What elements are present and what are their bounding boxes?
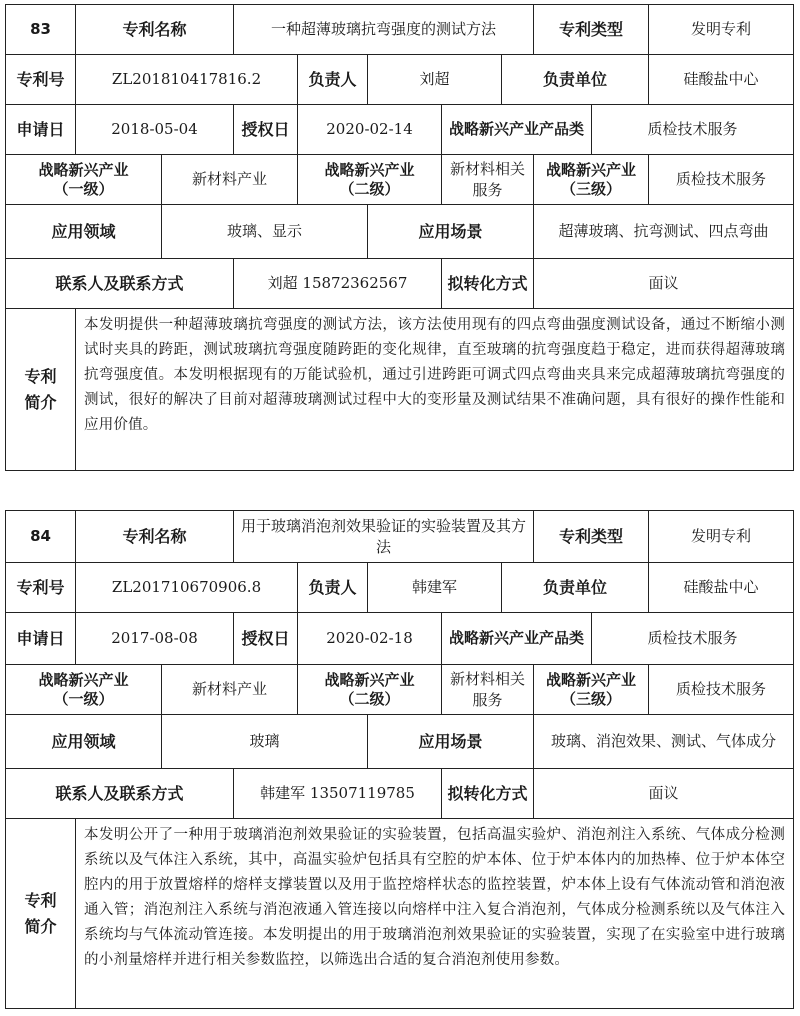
patent-name: 一种超薄玻璃抗弯强度的测试方法 <box>234 5 534 55</box>
label-patent-type: 专利类型 <box>534 511 649 563</box>
label-industry-l2: 战略新兴产业 （二级） <box>298 155 442 205</box>
apply-date: 2018-05-04 <box>76 105 234 155</box>
label-intro: 专利 简介 <box>6 819 76 1009</box>
industry-class: 质检技术服务 <box>592 613 794 665</box>
patent-type: 发明专利 <box>649 511 794 563</box>
label-transfer: 拟转化方式 <box>442 769 534 819</box>
label-owner: 负责人 <box>298 55 368 105</box>
label-intro: 专利 简介 <box>6 309 76 471</box>
unit: 硅酸盐中心 <box>649 563 794 613</box>
scene: 超薄玻璃、抗弯测试、四点弯曲 <box>534 205 794 259</box>
industry-l3: 质检技术服务 <box>649 155 794 205</box>
label-unit: 负责单位 <box>502 563 649 613</box>
owner: 韩建军 <box>368 563 502 613</box>
label-field: 应用领域 <box>6 205 162 259</box>
patent-name: 用于玻璃消泡剂效果验证的实验装置及其方法 <box>234 511 534 563</box>
patent-type: 发明专利 <box>649 5 794 55</box>
patent-index: 83 <box>6 5 76 55</box>
industry-l1: 新材料产业 <box>162 155 298 205</box>
label-field: 应用领域 <box>6 715 162 769</box>
transfer: 面议 <box>534 769 794 819</box>
label-scene: 应用场景 <box>368 715 534 769</box>
patent-card-83 <box>5 4 793 471</box>
label-industry-l3: 战略新兴产业 （三级） <box>534 155 649 205</box>
grant-date: 2020-02-14 <box>298 105 442 155</box>
contact: 韩建军 13507119785 <box>234 769 442 819</box>
label-industry-l2: 战略新兴产业 （二级） <box>298 665 442 715</box>
label-transfer: 拟转化方式 <box>442 259 534 309</box>
label-patent-number: 专利号 <box>6 55 76 105</box>
patent-card-84 <box>5 510 793 1009</box>
label-apply-date: 申请日 <box>6 105 76 155</box>
label-industry-class: 战略新兴产业产品类 <box>442 613 592 665</box>
label-contact: 联系人及联系方式 <box>6 769 234 819</box>
industry-class: 质检技术服务 <box>592 105 794 155</box>
label-patent-name: 专利名称 <box>76 511 234 563</box>
intro-text: 本发明公开了一种用于玻璃消泡剂效果验证的实验装置，包括高温实验炉、消泡剂注入系统、气体成分检测系统以及气体注入系统，其中，高温实验炉包括具有空腔的炉本体、位于炉本体内的加热棒、位于炉本体空腔内的用于放置熔样的熔样支撑装置以及用于监控熔样状态的监控装置，炉本体上设有气体流动管和消泡液通入管；消泡剂注入系统与消泡液通入管连接以向熔样中注入复合消泡剂，气体成分检测系统以及气体注入系统均与气体流动管连接。本发明提出的用于玻璃消泡剂效果验证的实验装置，实现了在实验室中进行玻璃的小剂量熔样并进行相关参数监控，以筛选出合适的复合消泡剂使用参数。 <box>76 819 794 1009</box>
scene: 玻璃、消泡效果、测试、气体成分 <box>534 715 794 769</box>
label-unit: 负责单位 <box>502 55 649 105</box>
label-industry-l1: 战略新兴产业 （一级） <box>6 665 162 715</box>
grant-date: 2020-02-18 <box>298 613 442 665</box>
intro-text: 本发明提供一种超薄玻璃抗弯强度的测试方法，该方法使用现有的四点弯曲强度测试设备，通过不断缩小测试时夹具的跨距，测试玻璃抗弯强度随跨距的变化规律，直至玻璃的抗弯强度趋于稳定，进而获得超薄玻璃抗弯强度值。本发明根据现有的万能试验机，通过引进跨距可调式四点弯曲夹具来完成超薄玻璃抗弯强度的测试，很好的解决了目前对超薄玻璃测试过程中大的变形量及测试结果不准确问题，具有很好的操作性能和应用价值。 <box>76 309 794 471</box>
label-patent-type: 专利类型 <box>534 5 649 55</box>
industry-l2: 新材料相关服务 <box>442 155 534 205</box>
label-grant-date: 授权日 <box>234 105 298 155</box>
patent-table <box>5 510 794 1009</box>
label-apply-date: 申请日 <box>6 613 76 665</box>
industry-l2: 新材料相关服务 <box>442 665 534 715</box>
field: 玻璃、显示 <box>162 205 368 259</box>
label-industry-l1: 战略新兴产业 （一级） <box>6 155 162 205</box>
patent-number: ZL201710670906.8 <box>76 563 298 613</box>
label-scene: 应用场景 <box>368 205 534 259</box>
field: 玻璃 <box>162 715 368 769</box>
label-owner: 负责人 <box>298 563 368 613</box>
unit: 硅酸盐中心 <box>649 55 794 105</box>
label-patent-number: 专利号 <box>6 563 76 613</box>
transfer: 面议 <box>534 259 794 309</box>
label-grant-date: 授权日 <box>234 613 298 665</box>
patent-table <box>5 4 794 471</box>
label-industry-l3: 战略新兴产业 （三级） <box>534 665 649 715</box>
contact: 刘超 15872362567 <box>234 259 442 309</box>
label-contact: 联系人及联系方式 <box>6 259 234 309</box>
apply-date: 2017-08-08 <box>76 613 234 665</box>
patent-index: 84 <box>6 511 76 563</box>
label-industry-class: 战略新兴产业产品类 <box>442 105 592 155</box>
patent-number: ZL201810417816.2 <box>76 55 298 105</box>
industry-l3: 质检技术服务 <box>649 665 794 715</box>
industry-l1: 新材料产业 <box>162 665 298 715</box>
owner: 刘超 <box>368 55 502 105</box>
label-patent-name: 专利名称 <box>76 5 234 55</box>
